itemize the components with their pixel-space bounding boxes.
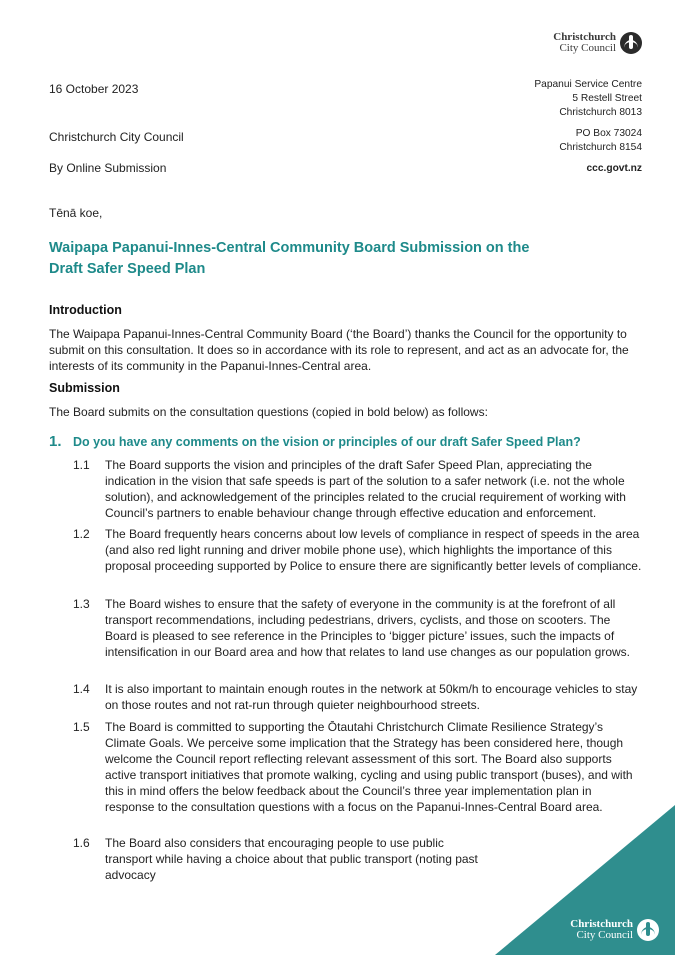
submission-text: The Board submits on the consultation questions (copied in bold below) as follows:: [49, 405, 488, 419]
submission-heading: Submission: [49, 381, 120, 395]
letter-date: 16 October 2023: [49, 82, 139, 96]
title-line-2: Draft Safer Speed Plan: [49, 261, 206, 277]
council-emblem-icon: [620, 32, 642, 54]
logo-line-2: City Council: [559, 42, 616, 54]
footer-logo-line-2: City Council: [576, 929, 633, 941]
greeting: Tēnā koe,: [49, 206, 103, 220]
footer-logo: [570, 919, 659, 941]
list-item: [73, 457, 643, 521]
title-line-1: Waipapa Papanui-Innes-Central Community Board Submission on the: [49, 240, 530, 256]
address-block: [534, 78, 642, 183]
council-logo: [553, 32, 642, 54]
footer-logo-wordmark: [570, 919, 633, 941]
item-number: 1.5: [73, 720, 90, 734]
list-item: [73, 596, 643, 660]
item-number: 1.6: [73, 836, 90, 850]
address-line-3: Christchurch 8013: [559, 107, 642, 118]
item-number: 1.2: [73, 527, 90, 541]
submission-method: By Online Submission: [49, 161, 167, 175]
question-1: [49, 433, 639, 450]
introduction-text: The Waipapa Papanui-Innes-Central Community Board (‘the Board’) thanks the Council for the opportunity to submit on this consultation. It does so in accordance with its role to represent, and act as an advocate for, the interests of its community in the Papanui-Innes-Central area.: [49, 327, 629, 373]
list-item: [73, 681, 643, 713]
po-box-line-2: Christchurch 8154: [559, 142, 642, 153]
item-number: 1.1: [73, 458, 90, 472]
item-number: 1.4: [73, 682, 90, 696]
footer-logo-line-1: Christchurch: [570, 918, 633, 930]
list-item: [73, 526, 643, 574]
website: ccc.govt.nz: [586, 163, 642, 174]
question-text: Do you have any comments on the vision or principles of our draft Safer Speed Plan?: [73, 435, 581, 449]
item-text: The Board frequently hears concerns about low levels of compliance in respect of speeds in the area (and also red light running and driver mobile phone use), which highlights the importance of this proposal proceeding supported by Police to ensure there are significantly better levels of compliance.: [105, 527, 642, 573]
po-box-line-1: PO Box 73024: [575, 128, 642, 139]
item-number: 1.3: [73, 597, 90, 611]
item-text: The Board supports the vision and principles of the draft Safer Speed Plan, appreciating the indication in the vision that safe speeds is part of the solution to a safer network (i.e. not the whole solution), and acknowledgement of the principles related to the crucial requirement of working with Council’s partners to enable behaviour change through effective education and enforcement.: [105, 458, 626, 520]
question-number: 1.: [49, 433, 62, 450]
footer-emblem-icon: [637, 919, 659, 941]
recipient: Christchurch City Council: [49, 130, 184, 144]
item-text: The Board is committed to supporting the Ōtautahi Christchurch Climate Resilience Strategy’s Climate Goals. We perceive some implication that the Strategy has been considered here, though welcome the Council report reflecting relevant assessment of this sort. The Board also supports active transport initiatives that promote walking, cycling and using public transport (buses), and with this in mind offers the below feedback about the Council’s three year implementation plan in response to the consultation questions with a focus on the Papanui-Innes-Central Board area.: [105, 720, 633, 814]
logo-line-1: Christchurch: [553, 31, 616, 43]
document-title: [49, 238, 569, 280]
introduction-heading: Introduction: [49, 303, 122, 317]
item-text: The Board wishes to ensure that the safety of everyone in the community is at the forefront of all transport recommendations, including pedestrians, drivers, cyclists, and those on scooters. The Board is pleased to see reference in the Principles to ‘bigger picture’ issues, such the impacts of intensification in our Board area and how that relates to land use changes as our population grows.: [105, 597, 630, 659]
list-item: [73, 719, 643, 815]
item-text: The Board also considers that encouraging people to use public transport while having a choice about that public transport (noting past advocacy: [105, 836, 478, 882]
item-text: It is also important to maintain enough routes in the network at 50km/h to encourage vehicles to stay on those routes and not rat-run through quieter neighbourhood streets.: [105, 682, 638, 712]
address-line-1: Papanui Service Centre: [534, 79, 642, 90]
address-line-2: 5 Restell Street: [572, 93, 642, 104]
logo-wordmark: [553, 32, 616, 54]
list-item: [73, 835, 493, 883]
